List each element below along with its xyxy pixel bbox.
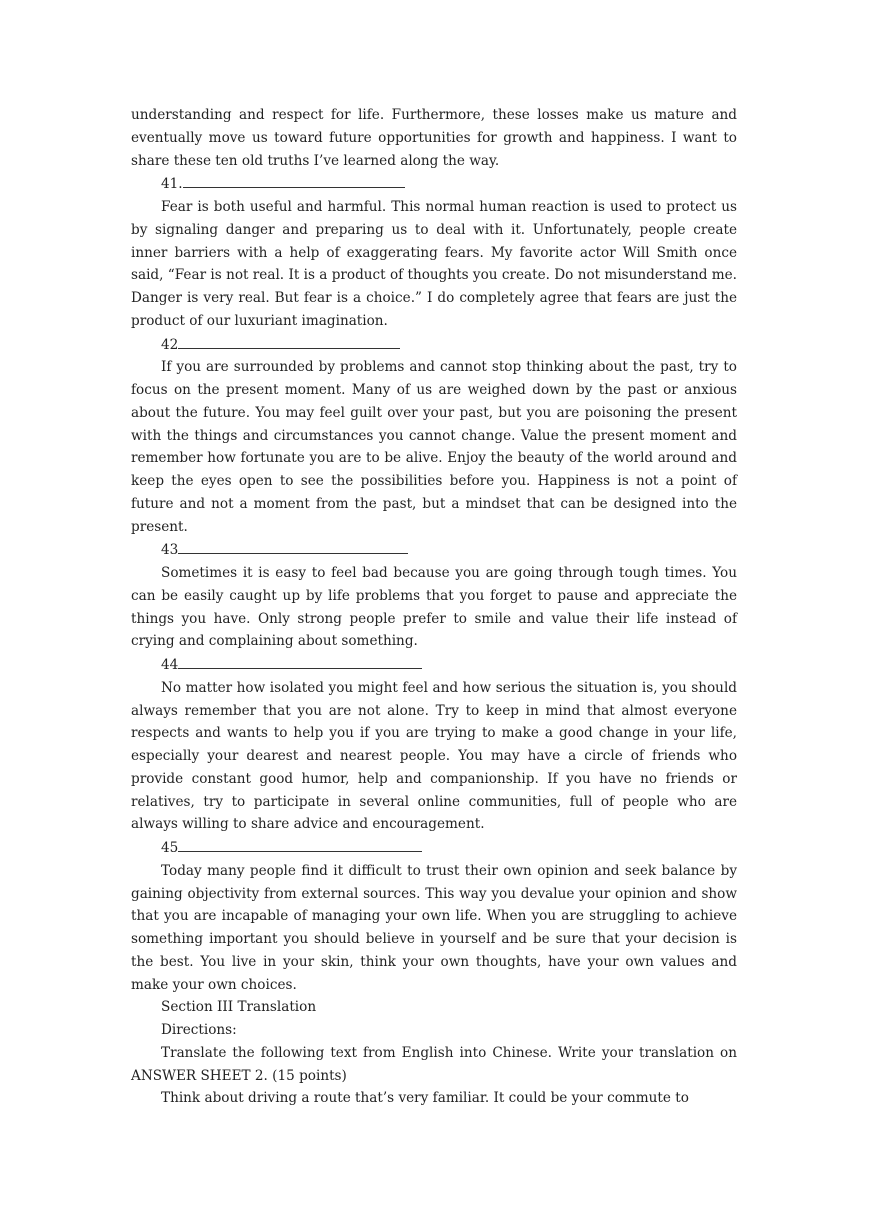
question-45-number: 45 <box>161 840 179 856</box>
intro-paragraph: understanding and respect for life. Furthermore, these losses make us mature and eventually move us toward future opportunities for growth and happiness. I want to share these ten old truths I’ve learned along the way. <box>131 107 737 169</box>
question-43 <box>131 538 737 562</box>
section-title: Section III Translation <box>161 999 317 1016</box>
paragraph-45: Today many people find it difficult to trust their own opinion and seek balance by gaining objectivity from external sources. This way you devalue your opinion and show that you are incapable of managing your own life. When you are struggling to achieve something important you should believe in yourself and be sure that your decision is the best. You live in your skin, think your own thoughts, have your own values and make your own choices. <box>131 862 737 993</box>
question-44 <box>131 653 737 677</box>
answer-blank-42[interactable] <box>178 333 400 349</box>
directions-label: Directions: <box>161 1022 237 1038</box>
question-42-number: 42 <box>161 336 179 353</box>
question-44-number: 44 <box>161 657 179 673</box>
paragraph-41: Fear is both useful and harmful. This normal human reaction is used to protect us by signaling danger and preparing us to deal with it. Unfortunately, people create inner barriers with a help of exaggerating fears. My favorite actor Will Smith once said, “Fear is not real. It is a product of thoughts you create. Do not misunderstand me. Danger is very real. But fear is a choice.” I do completely agree that fears are just the product of our luxuriant imagination. <box>131 199 737 329</box>
paragraph-42: If you are surrounded by problems and cannot stop thinking about the past, try to focus on the present moment. Many of us are weighed down by the past or anxious about the future. You may feel guilt over your past, but you are poisoning the present with the things and circumstances you cannot change. Value the present moment and remember how fortunate you are to be alive. Enjoy the beauty of the world around and keep the eyes open to see the possibilities before you. Happiness is not a point of future and not a moment from the past, but a mindset that can be designed into the present. <box>131 359 737 535</box>
document-page <box>131 104 737 1110</box>
translation-paragraph: Think about driving a route that’s very familiar. It could be your commute to <box>161 1090 689 1107</box>
question-41-number: 41. <box>161 176 183 193</box>
paragraph-43: Sometimes it is easy to feel bad because you are going through tough times. You can be easily caught up by life problems that you forget to pause and appreciate the things you have. Only strong people prefer to smile and value their life instead of crying and complaining about something. <box>131 565 737 650</box>
answer-blank-41[interactable] <box>183 172 405 188</box>
answer-blank-44[interactable] <box>178 653 422 669</box>
question-43-number: 43 <box>161 542 179 559</box>
question-45 <box>131 836 737 860</box>
paragraph-44: No matter how isolated you might feel and how serious the situation is, you should always remember that you are not alone. Try to keep in mind that almost everyone respects and wants to help you if you are trying to make a good change in your life, especially your dearest and nearest people. You may have a circle of friends who provide constant good humor, help and companionship. If you have no friends or relatives, try to participate in several online communities, full of people who are always willing to share advice and encouragement. <box>131 679 737 833</box>
directions-text: Translate the following text from English into Chinese. Write your translation on ANSWER SHEET 2. (15 points) <box>131 1044 737 1084</box>
question-42 <box>131 333 737 357</box>
answer-blank-45[interactable] <box>178 836 422 852</box>
answer-blank-43[interactable] <box>178 538 408 554</box>
question-41 <box>131 172 737 196</box>
